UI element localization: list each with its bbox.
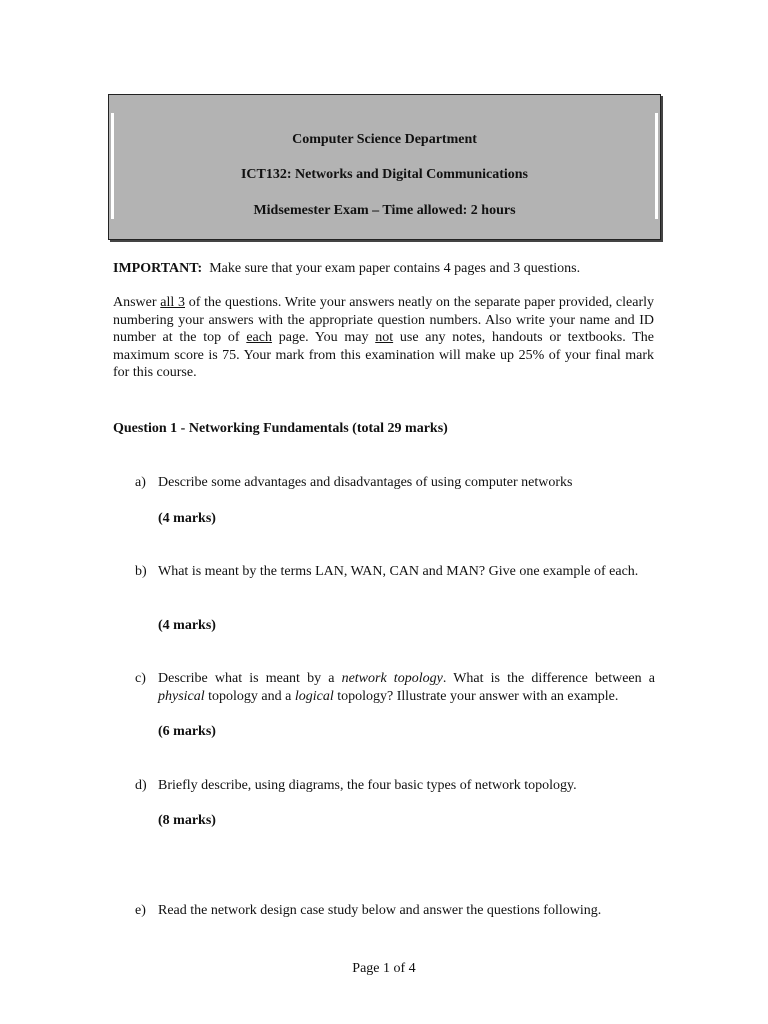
item-d-text: Briefly describe, using diagrams, the four basic types of network topology. xyxy=(158,778,577,793)
item-b-marks: (4 marks) xyxy=(158,618,216,633)
item-c-letter: c) xyxy=(135,671,146,686)
important-text: Make sure that your exam paper contains 4 pages and 3 questions. xyxy=(209,261,581,276)
item-c-italic-physical: physical xyxy=(158,689,205,704)
item-d-letter: d) xyxy=(135,778,147,793)
question-1-heading: Question 1 - Networking Fundamentals (total 29 marks) xyxy=(113,421,448,436)
item-c-italic-network-topology: network topology xyxy=(341,671,443,686)
item-d-marks: (8 marks) xyxy=(158,813,216,828)
item-c-text-3: topology and a xyxy=(204,689,295,704)
instructions-text-2: of the questions. Write your answers neatly on the separate paper provided, clearly numbering your answers with the appropriate question numbers. Also write your name and ID number at the top of xyxy=(113,295,654,345)
item-b-letter: b) xyxy=(135,564,147,579)
important-note xyxy=(113,260,580,278)
department-title: Computer Science Department xyxy=(292,132,477,147)
instructions-underline-all3: all 3 xyxy=(160,295,185,310)
item-a-marks: (4 marks) xyxy=(158,511,216,526)
instructions-underline-not: not xyxy=(375,330,394,345)
page-number: Page 1 of 4 xyxy=(352,961,416,976)
item-c-text xyxy=(158,670,655,706)
item-b-text: What is meant by the terms LAN, WAN, CAN and MAN? Give one example of each. xyxy=(158,564,639,579)
exam-header-box xyxy=(108,94,661,240)
important-label: IMPORTANT: xyxy=(113,261,203,276)
item-c-text-4: topology? Illustrate your answer with an example. xyxy=(333,689,619,704)
instructions-paragraph xyxy=(113,294,654,382)
instructions-text-1: Answer xyxy=(113,295,161,310)
instructions-text-3: page. You may xyxy=(271,330,376,345)
item-a-letter: a) xyxy=(135,475,146,490)
exam-title: Midsemester Exam – Time allowed: 2 hours xyxy=(253,203,516,218)
instructions-underline-each: each xyxy=(246,330,272,345)
item-e-text: Read the network design case study below and answer the questions following. xyxy=(158,903,602,918)
item-c-text-2: . What is the difference between a xyxy=(442,671,655,686)
item-c-text-1: Describe what is meant by a xyxy=(158,671,342,686)
item-c-marks: (6 marks) xyxy=(158,724,216,739)
instructions-text-4: use any notes, handouts or textbooks. The maximum score is 75. Your mark from this examination will make up 25% of your final mark for this course. xyxy=(113,330,654,380)
item-a-text: Describe some advantages and disadvantages of using computer networks xyxy=(158,475,573,490)
item-c-italic-logical: logical xyxy=(294,689,334,704)
item-e-letter: e) xyxy=(135,903,146,918)
course-title: ICT132: Networks and Digital Communications xyxy=(240,167,528,182)
